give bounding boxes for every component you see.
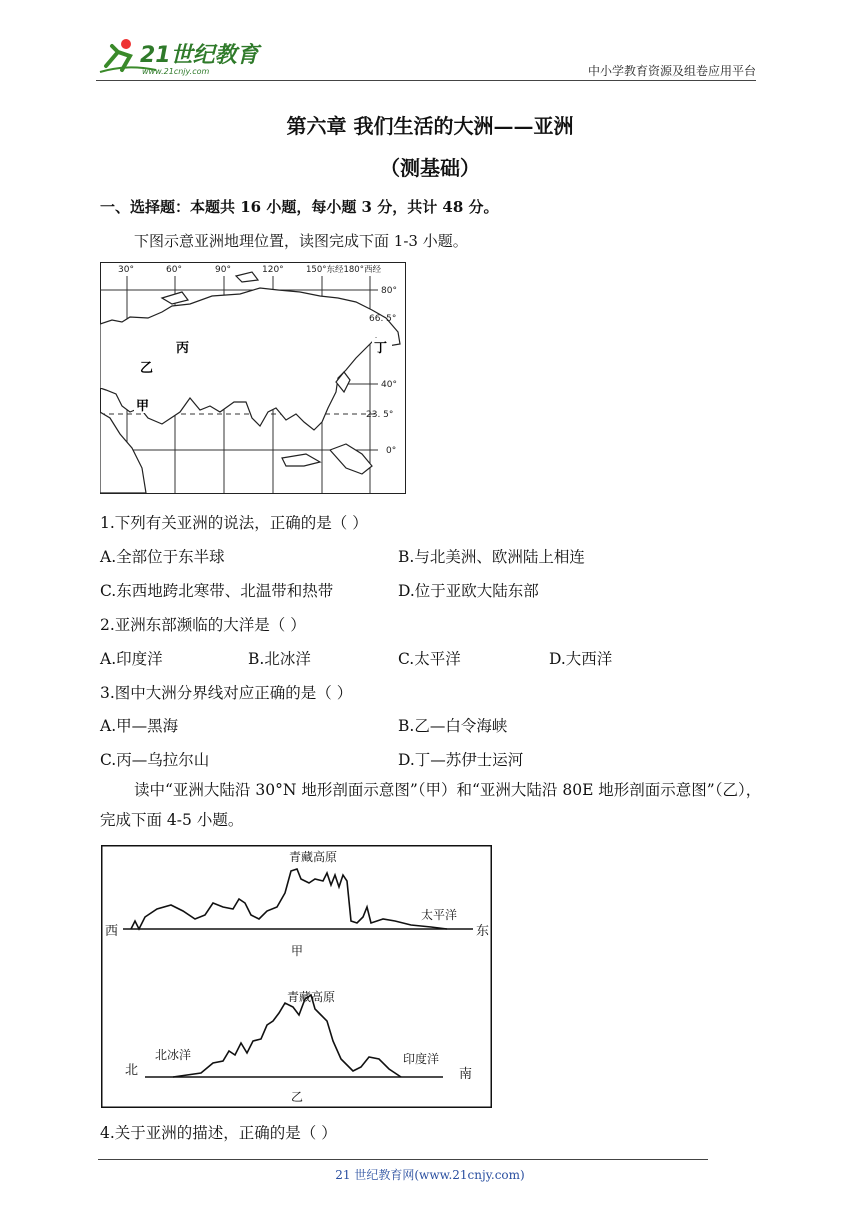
question-3-option-d[interactable]: D.丁—苏伊士运河 (398, 751, 524, 769)
profile-yi-south-label: 南 (459, 1067, 473, 1082)
lat-label-23: 23. 5° (366, 410, 394, 420)
logo-title: 21世纪教育 (140, 43, 259, 68)
question-1-stem: 1.下列有关亚洲的说法，正确的是（ ） (100, 514, 368, 532)
footer-text[interactable]: 21 世纪教育网(www.21cnjy.com) (335, 1168, 525, 1182)
logo-url: www.21cnjy.com (142, 67, 210, 76)
profile-yi-caption: 乙 (291, 1090, 304, 1104)
profile-jia-east-label: 东 (476, 924, 490, 939)
profile-jia-caption: 甲 (291, 944, 304, 958)
section-heading: 一、选择题：本题共 16 小题，每小题 3 分，共计 48 分。 (100, 198, 499, 216)
profile-yi-indian-label: 印度洋 (403, 1052, 440, 1066)
profile-intro-text: 读中“亚洲大陆沿 30°N 地形剖面示意图”（甲）和“亚洲大陆沿 80E 地形剖面示意图”（乙），完成下面 4-5 小题。 (100, 781, 762, 829)
label-yi: 乙 (140, 361, 154, 376)
lon-label-90: 90° (215, 265, 231, 275)
question-2-option-b[interactable]: B.北冰洋 (248, 650, 311, 668)
lat-label-66: 66. 5° (369, 314, 397, 324)
label-jia: 甲 (136, 399, 150, 414)
profile-jia-ocean-label: 太平洋 (421, 908, 458, 922)
profile-yi-north-label: 北 (125, 1063, 139, 1078)
lon-label-30: 30° (118, 265, 134, 275)
question-3-option-a[interactable]: A.甲—黑海 (100, 717, 179, 735)
site-logo (96, 36, 266, 78)
lat-label-80: 80° (381, 286, 397, 296)
lon-label-120: 120° (262, 265, 284, 275)
question-1-option-c[interactable]: C.东西地跨北寒带、北温带和热带 (100, 582, 334, 600)
footer-divider (98, 1159, 708, 1160)
header-divider (96, 80, 756, 81)
question-2-option-a[interactable]: A.印度洋 (100, 650, 163, 668)
page-title: 第六章 我们生活的大洲——亚洲 (286, 114, 574, 138)
profile-yi-arctic-label: 北冰洋 (155, 1048, 192, 1062)
logo-graphic (96, 36, 266, 78)
question-1-option-d[interactable]: D.位于亚欧大陆东部 (398, 582, 539, 600)
lat-label-40: 40° (381, 380, 397, 390)
question-4-stem: 4.关于亚洲的描述，正确的是（ ） (100, 1124, 337, 1142)
question-3-option-c[interactable]: C.丙—乌拉尔山 (100, 751, 210, 769)
label-bing: 丙 (176, 341, 190, 356)
question-2-option-c[interactable]: C.太平洋 (398, 650, 461, 668)
intro-text: 下图示意亚洲地理位置，读图完成下面 1-3 小题。 (134, 232, 468, 250)
profile-yi-peak-label: 青藏高原 (287, 990, 336, 1004)
question-2-option-d[interactable]: D.大西洋 (549, 650, 613, 668)
question-2-stem: 2.亚洲东部濒临的大洋是（ ） (100, 616, 306, 634)
platform-name: 中小学教育资源及组卷应用平台 (587, 64, 756, 78)
terrain-profile-figure (101, 845, 492, 1108)
profile-jia-west-label: 西 (105, 924, 119, 939)
lon-label-150-180: 150°东经180°西经 (306, 265, 381, 275)
page-subtitle: （测基础） (380, 156, 480, 180)
label-ding: 丁 (374, 341, 388, 356)
question-1-option-a[interactable]: A.全部位于东半球 (100, 548, 225, 566)
question-3-stem: 3.图中大洲分界线对应正确的是（ ） (100, 684, 353, 702)
lon-label-60: 60° (166, 265, 182, 275)
question-1-option-b[interactable]: B.与北美洲、欧洲陆上相连 (398, 548, 585, 566)
profile-jia-peak-label: 青藏高原 (289, 850, 338, 864)
asia-location-map (100, 262, 406, 494)
lat-label-0: 0° (386, 446, 397, 456)
question-3-option-b[interactable]: B.乙—白令海峡 (398, 717, 508, 735)
